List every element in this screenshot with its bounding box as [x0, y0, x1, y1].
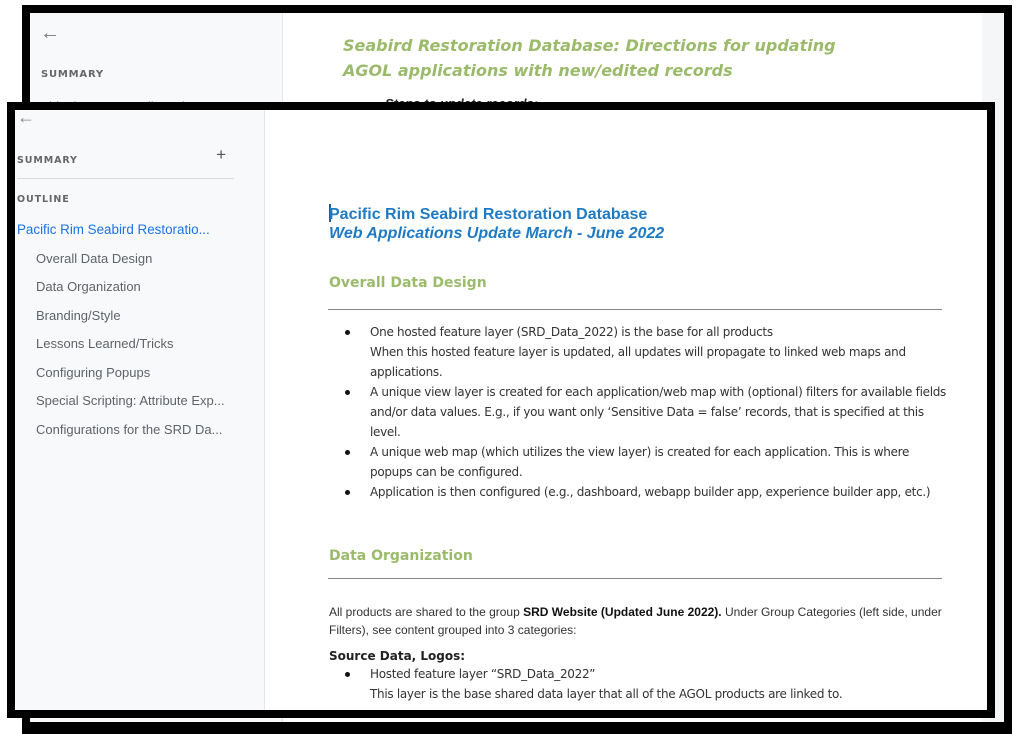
document-subtitle: Web Applications Update March - June 2022	[329, 225, 665, 242]
outline-item-title[interactable]: Pacific Rim Seabird Restoratio...	[17, 222, 210, 237]
outline-list	[17, 216, 257, 444]
paragraph-text: Under Group Categories (left side, under Filters), see content grouped into 3 categories:	[329, 605, 942, 637]
list-item	[329, 482, 949, 502]
outline-item-special-scripting[interactable]: Special Scripting: Attribute Exp...	[36, 393, 225, 408]
outline-label: OUTLINE	[17, 194, 70, 205]
outline-item-configuring-popups[interactable]: Configuring Popups	[36, 364, 151, 380]
arrow-left-icon[interactable]: ←	[40, 22, 60, 44]
list-item	[329, 664, 949, 704]
list-item	[329, 442, 949, 482]
document-body[interactable]	[265, 110, 987, 710]
list-item-text: Application is then configured (e.g., dashboard, webapp builder app, experience builder app, etc.)	[370, 485, 931, 499]
overall-data-design-list	[329, 322, 949, 502]
arrow-left-icon[interactable]: ←	[17, 110, 35, 127]
group-name: SRD Website (Updated June 2022).	[523, 605, 722, 619]
list-item-text: A unique view layer is created for each application/web map with (optional) filters for available fields and/or data values. E.g., if you want only ‘Sensitive Data = false’ records, that is specified at this level.	[370, 385, 946, 439]
section-divider	[328, 578, 942, 579]
list-item-text: Hosted feature layer “SRD_Data_2022”	[370, 667, 596, 681]
list-item-text: One hosted feature layer (SRD_Data_2022) is the base for all products	[370, 325, 773, 339]
list-item	[329, 322, 949, 382]
summary-label: SUMMARY	[17, 155, 78, 166]
outline-item-lessons-learned[interactable]: Lessons Learned/Tricks	[36, 336, 174, 351]
document-title	[329, 204, 647, 225]
window-edge	[22, 722, 1012, 734]
outline-item-data-organization[interactable]: Data Organization	[36, 279, 141, 294]
sidebar-divider	[17, 178, 234, 179]
outline-item-overall-data-design[interactable]: Overall Data Design	[36, 250, 153, 266]
list-item	[329, 382, 949, 442]
background-summary-label: SUMMARY	[41, 69, 104, 80]
source-data-label: Source Data, Logos:	[329, 649, 466, 663]
document-window	[7, 102, 995, 718]
data-organization-paragraph	[329, 603, 949, 639]
heading-data-organization: Data Organization	[329, 548, 473, 564]
list-item-continuation: When this hosted feature layer is updated, all updates will propagate to linked web maps and applications.	[370, 345, 906, 379]
list-item-text: A unique web map (which utilizes the view layer) is created for each application. This is where popups can be configured.	[370, 445, 910, 479]
background-document-title: Seabird Restoration Database: Directions for updating AGOL applications with new/edited records	[343, 36, 836, 80]
document-title-text: Pacific Rim Seabird Restoration Database	[329, 206, 648, 223]
summary-row	[17, 145, 233, 168]
outline-item-branding-style[interactable]: Branding/Style	[36, 307, 121, 323]
outline-item-configurations[interactable]: Configurations for the SRD Da...	[36, 421, 223, 437]
section-divider	[328, 309, 942, 310]
source-data-list	[329, 664, 949, 704]
heading-overall-data-design: Overall Data Design	[329, 275, 487, 291]
document-page	[15, 110, 987, 710]
list-item-continuation: This layer is the base shared data layer that all of the AGOL products are linked to.	[370, 687, 843, 701]
paragraph-text: All products are shared to the group	[329, 605, 524, 619]
outline-sidebar	[15, 110, 265, 710]
plus-icon[interactable]: +	[216, 145, 226, 164]
